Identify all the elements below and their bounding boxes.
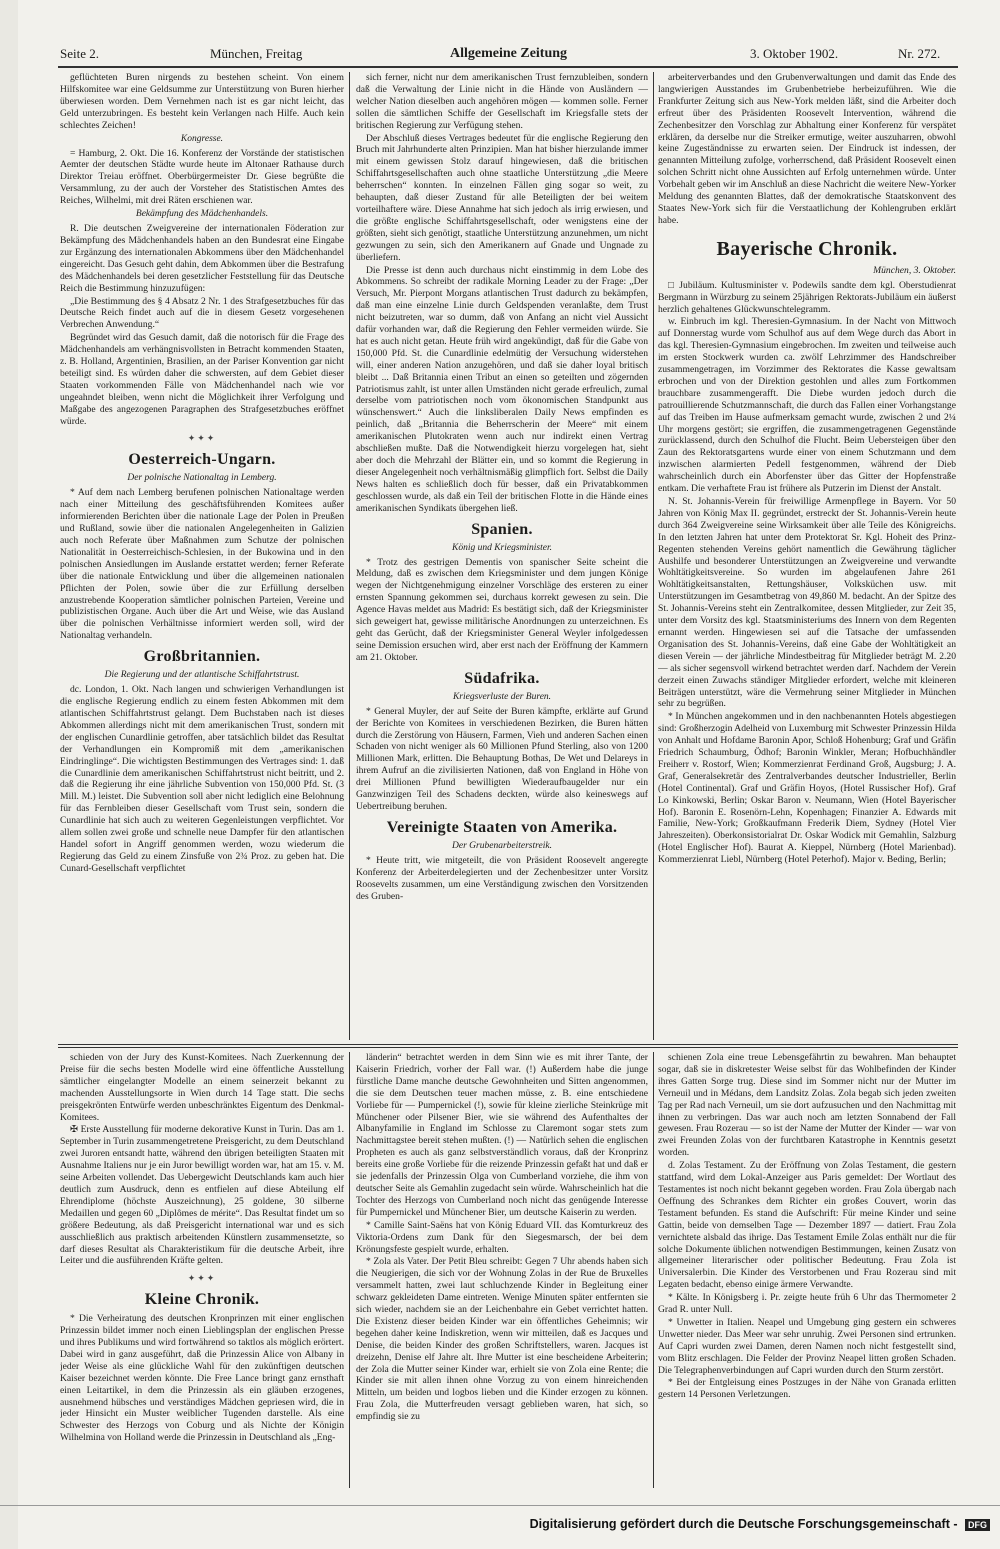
- section-heading: Spanien.: [471, 520, 533, 538]
- scan-edge: [0, 0, 18, 1549]
- header-date: 3. Oktober 1902.: [750, 46, 839, 61]
- paragraph: „Die Bestimmung des § 4 Absatz 2 Nr. 1 des Strafgesetzbuches für das Deutsche Reich findet auch auf die in diesem Gesetz vorgesehenen Verbrechen Anwendung.“: [60, 295, 344, 331]
- section-heading-large: Bayerische Chronik.: [716, 237, 898, 260]
- paragraph: * Camille Saint-Saëns hat von König Eduard VII. das Komturkreuz des Viktoria-Ordens zum Dank für den Siegesmarsch, der bei dem Krönungsfeste gespielt wurde, erhalten.: [356, 1219, 648, 1255]
- dfg-logo: DFG: [965, 1519, 990, 1531]
- article-heading: Bekämpfung des Mädchenhandels.: [135, 209, 269, 220]
- header-city-day: München, Freitag: [210, 46, 303, 61]
- paragraph: arbeiterverbandes und den Grubenverwaltungen und damit das Ende des langwierigen Ausstandes im Grubenbetriebe herbeizuführen. Wie die Frankfurter Zeitung sich aus New-York melden läßt, sind die Arbeiter doch erfreut über des Präsidenten Roosevelt Intervention, während die Zechenbesitzer den Vorschlag zur Abhaltung einer Konferenz für verspätet erklären, da derselbe nur die Streiker ermutige, weiter auszuharren, obwohl keine Zugeständnisse zu erwarten seien. Der Eindruck ist indessen, der genannten Mitteilung zufolge, vorherrschend, daß Präsident Roosevelt einen solchen Schritt nicht ohne Aussichten auf Erfolg unternehmen würde. Unter Vorbehalt geben wir im Anschluß an diese Nachricht die weitere New-Yorker Meldung des genannten Blattes, daß der demokratische Staatskonvent des Staates New-York sich für die Verstaatlichung der Kohlengruben erklärt habe.: [658, 72, 956, 226]
- paragraph: * Bei der Entgleisung eines Postzuges in der Nähe von Granada erlitten gestern 14 Personen Verletzungen.: [658, 1377, 956, 1401]
- page-header: [60, 46, 958, 66]
- section-heading: Vereinigte Staaten von Amerika.: [386, 818, 618, 836]
- paragraph: □ Jubiläum. Kultusminister v. Podewils sandte dem kgl. Oberstudienrat Bergmann in Würzburg zu seinem 25jährigen Rektorats-Jubiläum ein äußerst herzlich gehaltenes Glückwunschtelegramm.: [658, 279, 956, 315]
- article-heading: Der polnische Nationaltag in Lemberg.: [127, 473, 277, 484]
- section-heading: Kleine Chronik.: [144, 1291, 260, 1309]
- paragraph: * Auf dem nach Lemberg berufenen polnischen Nationaltage werden nach einer Mitteilung des geschäftsführenden Komitees außer informierenden Berichten über die nationale Lage der Polen in Preußen und Rußland, sowie über die nationalen Angelegenheiten in Galizien auch noch Referate über Maßnahmen zum Schutze der polnischen Nationalität in Oesterreichisch-Schlesien, in der Bukowina und in den polnischen Ansiedlungen im Auslande erstattet werden; ferner Referate über die nationale Entwicklung und über die allgemeinen nationalen Pflichten der Polen, sowie über die zur Erfüllung derselben anzustrebende Kooperation sämtlicher polnischen Parteien, Vereine und publizistischen Organe. Auch über die Art und Weise, wie das Ausland über die polnischen Verhältnisse informiert werden soll, wird der Nationaltag verhandeln.: [60, 487, 344, 642]
- paragraph: schienen Zola eine treue Lebensgefährtin zu bewahren. Man behauptet sogar, daß sie in diskretester Weise selbst für das Wohlbefinden der Kinder ihres Gatten Sorge trug. Diese sind im Sommer nicht nur der Mutter im Verneuil und in Médans, dem Landsitz Zolas. Zola begab sich jeden zweiten Tag per Rad nach Verneuil, um sie dort aufzusuchen und den Nachmittag mit ihnen zu verbringen. Das war auch noch am letzten Sonnabend der Fall gewesen. Frau Rozerau — so ist der Name der Mutter der Kinder — war von zwei Freunden Zolas von der furchtbaren Katastrophe in Kenntnis gesetzt worden.: [658, 1052, 956, 1159]
- paragraph: * General Muyler, der auf Seite der Buren kämpfte, erklärte auf Grund der Berichte von Komitees in verschiedenen Bezirken, die Buren hätten durch die Zerstörung von Häusern, Farmen, Vieh und anderen Sachen einen Schaden von nicht weniger als 60 Millionen Pfund Sterling, also von 1200 Millionen Mark, erlitten. Die Behauptung Bothas, De Wet und Delareys in ihrem Aufruf an die zivilisierten Nationen, daß von England in Höhe von drei Millionen Pfund bewilligten Wiederaufbaugelder nur ein Ganzwinzigen Teil des Schadens deckten, würde also keineswegs auf Uebertreibung beruhen.: [356, 705, 648, 812]
- page-number: Seite 2.: [60, 46, 99, 61]
- issue-number: Nr. 272.: [898, 46, 941, 61]
- paragraph: dc. London, 1. Okt. Nach langen und schwierigen Verhandlungen ist die englische Regierung endlich zu einem festen Abkommen mit dem atlantischen Schiffahrtstrust gelangt. Dem Buchstaben nach ist dieses Abkommen allerdings nicht mit dem amerikanischen Trust, sondern mit der englischen Cunardlinie getroffen, aber tatsächlich bildet das Resultat der Verhandlungen ein Kompromiß mit dem „amerikanischen Eindringlinge“. Die wichtigsten Bestimmungen des Vertrages sind: 1. daß die Cunardlinie dem amerikanischen Schiffahrtstrust nicht beitritt, und 2. daß die Regierung ihr eine jährliche Subvention von 150,000 Pfd. St. (3 Mill. M.) leistet. Die Subvention soll aber nicht lediglich eine Belohnung für das Fernbleiben dieser Gesellschaft vom Trust sein, sondern die Cunardlinie hat sich auch zu weiteren Gegenleistungen verpflichtet. Vor allem sollen zwei große und schnelle neue Dampfer für den atlantischen Handel sofort in Angriff genommen werden, wozu wiederum die Regierung das Geld zu einem Zinsfuße von 2¾ Proz. zu geben hat. Die Cunard-Gesellschaft verpflichtet: [60, 684, 344, 874]
- paragraph: N. St. Johannis-Verein für freiwillige Armenpflege in Bayern. Vor 50 Jahren von König Max II. gegründet, erstreckt der St. Johannis-Verein heute durch 364 Zweigvereine seine Wirksamkeit über alle Teile des Königreichs. In den letzten Jahren hat unter dem Protektorat Sr. Kgl. Hoheit des Prinz-Regenten stehenden Vereins gehört namentlich die Gewährung täglicher Aushilfe und besonderer Unterstützungen an Zweigvereine und verwandte Wohltätigkeitsvereine. So wurden im abgelaufenen Jahre 261 Wohltätigkeitsanstalten, Rettungshäuser, Volksküchen usw. mit Unterstützungen im Gesamtbetrag von 49,860 M. bedacht. An der Spitze des St. Johannis-Vereins steht ein Zentralkomitee, dessen Mitglieder, zur Zeit 35, unter dem Vorsitz des kgl. Staatsministeriums des Innern von dem Regenten ernannt werden. Hingewiesen sei auf die Tatsache der umfassenden Organisation des St. Johannis-Vereins, daß eine Gabe der Wohltätigkeit an diesen Verein — der jährliche Mindestbeitrag für Mitglieder beträgt M. 2.20 — als sicher segensvoll wirkend betrachtet werden darf. Nachdem der Verein derzeit einen Zuwachs ständiger Mitglieder erfordert, welche mit kleineren Beiträgen unterstützt, wäre die Vermehrung seiner Mitglieder in München sehr zu begrüßen.: [658, 496, 956, 710]
- column-rule: [349, 72, 350, 1040]
- footer-rule: [0, 1505, 1000, 1506]
- paragraph: Der Abschluß dieses Vertrages bedeutet für die englische Regierung den Bruch mit Jahrhunderte alten Prinzipien. Man hat bisher hierzulande immer mit einem gewissen Stolz darauf hingewiesen, daß die britischen Schiffahrtsgesellschaften auch ohne staatliche Unterstützung „die Meere beherrschen“ konnten. In einzelnen Fällen ging sogar so weit, zu behaupten, daß dieser Zustand für alle Beteiligten der bei weitem vorteilhaftere wäre. Diese Annahme hat sich jedoch als irrig erwiesen, und die größte englische Schiffahrtsgesellschaft, oder wenigstens eine der größten, sieht sich genötigt, staatliche Unterstützung anzunehmen, um nicht gezwungen zu sein, sich den Amerikanern auf Gnade und Ungnade zu überliefern.: [356, 132, 648, 263]
- paragraph: sich ferner, nicht nur dem amerikanischen Trust fernzubleiben, sondern daß die Verwaltung der Linie nicht in die Hände von Ausländern — welcher Nation dieselben auch angehören mögen — kommen solle. Ferner sollen die sämtlichen Schiffe der Gesellschaft im Kriegsfalle stets der britischen Regierung zur Verfügung stehen.: [356, 72, 648, 131]
- article-heading: Der Grubenarbeiterstreik.: [452, 840, 552, 851]
- article-heading: König und Kriegsminister.: [451, 542, 553, 553]
- article-heading: Kongresse.: [180, 133, 224, 144]
- paragraph: = Hamburg, 2. Okt. Die 16. Konferenz der Vorstände der statistischen Aemter der deutschen Städte wurde heute im Altonaer Rathause durch Direktor Treiau eröffnet. Oberbürgermeister Dr. Giese begrüßte die Versammlung, zu der auch der Vorsteher des Statistischen Amtes des Reiches, Wilhelmi, mit drei Räten erschienen war.: [60, 147, 344, 207]
- column-rule: [349, 1052, 350, 1488]
- bottom-column-2: [356, 1052, 648, 1488]
- paragraph: * Zola als Vater. Der Petit Bleu schreibt: Gegen 7 Uhr abends haben sich die Neugierigen, die sich vor der Wohnung Zolas in der Rue de Bruxelles versammelt hatten, zwei laut schluchzende Kinder in Begleitung einer schwarz gekleideten Dame eintreten. Wenige Minuten später entfernten sie sich wieder, nachdem sie an der Leichenbahre ein Gebet verrichtet hatten. Die Existenz dieser beiden Kinder war ein öffentliches Geheimnis; wir begehen daher keine Indiskretion, wenn wir mitteilen, daß es Jacques und Denise, die beiden Kinder des großen Schriftstellers, waren. Jacques ist dreizehn, Denise elf Jahre alt. Ihre Mutter ist eine bescheidene Arbeiterin; der Zola die Mutter seiner Kinder war, erhielt sie von Zola eine Rente; die Kinder sie mit allen ihnen ohne Vorzug zu von einem hinreichenden Mitteln, um beiden und logbos lieben und die Kinder erzogen zu können. Frau Zola, die Mutterfreuden versagt geblieben waren, hat sich, so empfindig sie zu: [356, 1256, 648, 1423]
- paragraph: R. Die deutschen Zweigvereine der internationalen Föderation zur Bekämpfung des Mädchenhandels haben an den Bundesrat eine Eingabe zur Ergänzung des internationalen Abkommens über den Mädchenhandel eingereicht. Das Gesuch geht dahin, dem Abkommen über die Bestrafung des Mädchenhandels bei deren gesetzlicher Feststellung für das Deutsche Reich die Bestimmung hinzuzufügen:: [60, 223, 344, 294]
- paragraph: Begründet wird das Gesuch damit, daß die notorisch für die Frage des Mädchenhandels am verhängnisvollsten in Betracht kommenden Staaten, z. B. Holland, Argentinien, Brasilien, an der Pariser Konvention gar nicht beteiligt sind. Es würden daher die schwersten, auf dem Gebiet dieser Staaten vorkommenden Fälle von Mädchenhandel nach wie vor ungeahndet bleiben, wenn nicht die Möglichkeit ihrer Verfolgung und Maßgabe des angezogenen Paragraphen des Strafgesetzbuches eröffnet würde.: [60, 332, 344, 427]
- paragraph: w. Einbruch im kgl. Theresien-Gymnasium. In der Nacht von Mittwoch auf Donnerstag wurde vom Schulhof aus auf dem Wege durch das Abort in das kgl. Theresien-Gymnasium eingebrochen. Im zweiten und teilweise auch im ersten Stockwerk wurden ca. zwölf Lehrzimmer des Handschreiber zusammengetragen, im Vorzimmer des Rektorates die Kasse gewaltsam erbrochen und von der Direktion gestohlen und alles zum Fortkommen brauchbare zusammengerafft. Die Diebe wurden jedoch durch die patrouillierende Schutzmannschaft, die durch das Fallen einer Vorhangstange auf das Treiben im Hause aufmerksam gemacht wurde, zwischen 2 und 2¼ Uhr morgens gestört; sie ergriffen, die zusammengetragenen Gegenstände zurücklassend, durch den Schulhof die Flucht. Beim Uebersteigen über den Zaun des Rektoratsgartens wurde einer von einem Schutzmann und dem inzwischen alarmierten Pedell festgenommen, während der Dieb wahrscheinlich durch ein Aborfenster über das Gitter der Hopfenstraße entkam. Die verhaftete Frau ist frühere als Putzerin im Dienst der Anstalt.: [658, 316, 956, 495]
- paragraph: * In München angekommen und in den nachbenannten Hotels abgestiegen sind: Großherzogin Adelheid von Luxemburg mit Schwester Prinzessin Hilda von Anhalt und Hofdame Baronin Apor, Schloß Hohenburg; Graf und Gräfin Friedrich Schaumburg, Ödhof; Baronin Winkler, Meran; Hofbuchhändler Freiherr v. Rostorf, Wien; Kommerzienrat Ferdinand Groß, Augsburg; J. A. Graf, Generalsekretär des Zentralverbandes deutscher Industrieller, Berlin (Hotel Continental). Graf und Gräfin Hoyos, (Hotel Russischer Hof). Graf Lo Kinkowski, Berlin; Oskar Baron v. Neumann, Wien (Hotel Bayerischer Hof). Baronin E. Rosenörn-Lehn, Kopenhagen; Finanzier A. Edwards mit Familie, New-York; Großkaufmann Frederik Diem, Sydney (Hotel Vier Jahreszeiten). Oberkonsistorialrat Dr. Oskar Wodick mit Gemahlin, Salzburg (Hotel Englischer Hof). Baurat A. Kieppel, Nürnberg (Hotel Marienbad). Kommerzienrat Liebl, Nürnberg (Hotel Peterhof). Major v. Beding, Berlin;: [658, 711, 956, 866]
- paragraph: * Die Verheiratung des deutschen Kronprinzen mit einer englischen Prinzessin bildet immer noch einen Lieblingsplan der englischen Presse und ihres Publikums und wird fortwährend so taktlos als möglich erörtert. Dabei wird in ganz ausgeführt, daß die Prinzessin Alice von Albany in jeder Weise als eine glückliche Wahl für den zukünftigen deutschen Kaiser bezeichnet werden könnte. Die Free Lance bringt ganz ernsthaft einen Leitartikel, in dem die Prinzessin als ein gläuben erzogenes, ausnehmend hübsches und verständiges Mädchen gepriesen wird, die in jeder Hinsicht ein Muster weiblicher Tugenden darstelle. Als eine Schwester des Herzogs von Coburg und als Nichte der Königin Wilhelmina von Holland werde die Prinzessin in Deutschland als „Eng-: [60, 1313, 344, 1444]
- ornament-separator: ✦✦✦: [187, 433, 217, 444]
- top-column-3: [658, 72, 956, 1040]
- bottom-column-3: [658, 1052, 956, 1488]
- header-rule: [58, 66, 958, 68]
- article-heading: Kriegsverluste der Buren.: [452, 691, 552, 702]
- bottom-column-1: [60, 1052, 344, 1488]
- paragraph: schieden von der Jury des Kunst-Komitees. Nach Zuerkennung der Preise für die sechs besten Modelle wird eine öffentliche Ausstellung sämtlicher eingelangter Modelle an einem seinerzeit bekannt zu machenden Ausstellungsorte in Wien durch 14 Tage statt. Die sechs preisgekrönten Entwürfe werden unbeschränktes Eigentum des Denkmal-Komitees.: [60, 1052, 344, 1123]
- ornament-separator: ✦✦✦: [187, 1273, 217, 1284]
- paragraph: * Heute tritt, wie mitgeteilt, die von Präsident Roosevelt angeregte Konferenz der Arbeiterdelegierten und der Zechenbesitzer unter Vorsitz Roosevelts zusammen, um eine Verständigung zwischen den Vorsitzenden des Gruben-: [356, 854, 648, 902]
- paragraph: d. Zolas Testament. Zu der Eröffnung von Zolas Testament, die gestern stattfand, wird dem Lokal-Anzeiger aus Paris gemeldet: Der Wortlaut des Testamentes ist noch nicht bekannt gegeben worden. Frau Zola übergab nach Oeffnung des Schrankes dem Richter ein großes Couvert, worin das Testament befunden. Es stand die Aufschrift: Für meine Kinder und seine Gattin, beide von demselben Tage — Dezember 1897 — datiert. Frau Zola vernichtete alsbald das ihrige. Das Testament Emile Zolas enthält nur die für solche Dokumente üblichen notwendigen Bestimmungen, keinen Zusatz von allgemeiner literarischer oder politischer Bedeutung. Frau Zola ist Universalerbin. Die Kinder des Verstorbenen und Frau Rozerau sind mit Legaten bedacht, ebenso einige ärmere Verwandte.: [658, 1160, 956, 1291]
- section-rule: [58, 1047, 958, 1048]
- funding-text: Digitalisierung gefördert durch die Deutsche Forschungsgemeinschaft -: [529, 1517, 958, 1531]
- paragraph: * Unwetter in Italien. Neapel und Umgebung ging gestern ein schweres Unwetter nieder. Das Meer war sehr unruhig. Zwei Personen sind ertrunken. Auf Capri wurden zwei Damen, deren Namen noch nicht festgestellt sind, vom Blitz erschlagen. Die Felder der Provinz Neapel litten großen Schaden. Die Telegraphenverbindungen auf Capri wurden durch den Sturm zerstört.: [658, 1316, 956, 1376]
- paragraph: länderin“ betrachtet werden in dem Sinn wie es mit ihrer Tante, der Kaiserin Friedrich, vorher der Fall war. (!) Außerdem habe die junge fürstliche Dame manche deutsche Gewohnheiten und Sitten angenommen, die sie dem Deutschen teuer machen müsse, z. B. eine entschiedene Vorliebe für — Pumpernickel (!), sowie für kleine zierliche Steinkrüge mit Münchener oder Pilsener Bier, wie sie während des Aufenthaltes der Albanyfamilie in England im Schlosse zu Claremont sogar stets zum Nachmittagstee bereit stehen mußten. (!) — Natürlich sehen die englischen Propheten es auch als ganz selbstverständlich voraus, daß der Kronprinz bereits eine große Vorliebe für die reizende Prinzessin gefaßt hat und daß er sie jedenfalls der Prinzessin Olga von Cumberland vorziehe, die ihm von deutscher Seite als Gemahlin zugedacht sein würde. Wahrscheinlich hat die Tochter des Herzogs von Cumberland noch nicht das genügende Interesse für Pumpernickel und Münchener Bier, um deutsche Kaiserin zu werden.: [356, 1052, 648, 1218]
- funding-footer: [430, 1517, 990, 1537]
- paragraph: * Kälte. In Königsberg i. Pr. zeigte heute früh 6 Uhr das Thermometer 2 Grad R. unter Null.: [658, 1292, 956, 1316]
- top-column-1: [60, 72, 344, 1040]
- section-heading: Südafrika.: [464, 669, 540, 687]
- masthead: Allgemeine Zeitung: [450, 46, 568, 61]
- paragraph: ✠ Erste Ausstellung für moderne dekorative Kunst in Turin. Das am 1. September in Turin zusammengetretene Preisgericht, zu dem Deutschland zwei Juroren entsandt hatte, während den übrigen beteiligten Staaten mit Ausnahme Italiens nur je ein Juror bewilligt worden war, hat am 15. v. M. seine Arbeiten vollendet. Das Uebergewicht Deutschlands kam auch hier deutlich zum Ausdruck, denn es entfielen auf diese Abteilung elf Ehrendiplome (höchste Auszeichnung), 25 goldene, 30 silberne Medaillen und gegen 60 „Diplômes de mérite“. Das Resultat findet um so größere Bedeutung, als daß Preisgericht international war und es sich ausschließlich aus praktisch arbeitenden Künstlern zusammensetzte, so darf dieses Resultat als Charakteristikum für die deutsche Arbeit, ihre Leiter und die ausführenden Kräfte gelten.: [60, 1124, 344, 1267]
- article-heading: Die Regierung und der atlantische Schiffahrtstrust.: [104, 670, 300, 681]
- paragraph: geflüchteten Buren nirgends zu bestehen scheint. Von einem Hilfskomitee war eine Geldsumme zur Unterstützung von Buren hierher überwiesen worden. Dem Vernehmen nach ist es gar nicht leicht, das Geld unterzubringen. Es besteht kein Verlangen nach Hilfe. Auch kein schlechtes Zeichen!: [60, 72, 344, 131]
- section-rule: [58, 1044, 958, 1045]
- paragraph: * Trotz des gestrigen Dementis von spanischer Seite scheint die Meldung, daß es zwischen dem Kriegsminister und dem jungen Könige wegen der Nichtgenehmigung einzelner Vorschläge des ersteren zu einer ernsten Spannung gekommen sei, durchaus korrekt gewesen zu sein. Die Agence Havas meldet aus Madrid: Es bestätigt sich, daß der Kriegsminister sich geweigert hat, gewisse militärische Anordnungen zu unterzeichnen. Es geht das Gerücht, daß der Kriegsminister General Weyler infolgedessen seine Demission ersuchen wird, aber erst nach der Eröffnung der Kammern am 21. Oktober.: [356, 556, 648, 663]
- paragraph: Die Presse ist denn auch durchaus nicht einstimmig in dem Lobe des Abkommens. So schreibt der radikale Morning Leader zu der Frage: „Der Versuch, Mr. Pierpont Morgans atlantischen Trust dadurch zu bekämpfen, daß man eine einzelne Linie durch Geldspenden veranlaßte, dem Trust nicht beizutreten, war so dumm, daß von Anfang an nicht viel Aussicht dafür vorhanden war, daß die Regierung den Fehler vermeiden würde. Sie hat es auch nicht getan. Heute früh wird angekündigt, daß für die Gabe von 150,000 Pfd. St. die Cunardlinie edelmütig der Versuchung widerstehen will, einer anderen Nation anzugehören, und daß sie daher loyal britisch bleibt ... Daß Britannia einen Tribut an einen so geteilten und zögernden Patriotismus zahlt, ist unter allen Umständen nicht gerade erfreulich, zumal derselbe vom patriotischen noch vom ökonomischen Standpunkt aus wünschenswert.“ Auch die linksliberalen Daily News empfinden es peinlich, daß „Britannia die Beherrscherin der Meere“ mit einem amerikanischen Plutokraten wenn auch nur indirekt einen Vertrag abschließen mußte. Daß die Notwendigkeit hierzu vorgelegen hat, sieht aber doch die Mehrzahl der Blätter ein, und so kommt die Regierung in dieser Angelegenheit noch verhältnismäßig glimpflich fort. Selbst die Daily News halten es schließlich doch für besser, daß ein Privatabkommen geschlossen wurde, als daß ein Teil der britischen Flotte in die Hände eines amerikanischen Syndikats übergehen ließ.: [356, 264, 648, 514]
- dateline: München, 3. Oktober.: [873, 264, 956, 276]
- column-rule: [653, 1052, 654, 1488]
- section-heading: Großbritannien.: [143, 648, 261, 666]
- section-heading: Oesterreich-Ungarn.: [128, 451, 276, 469]
- top-column-2: [356, 72, 648, 1040]
- column-rule: [653, 72, 654, 1040]
